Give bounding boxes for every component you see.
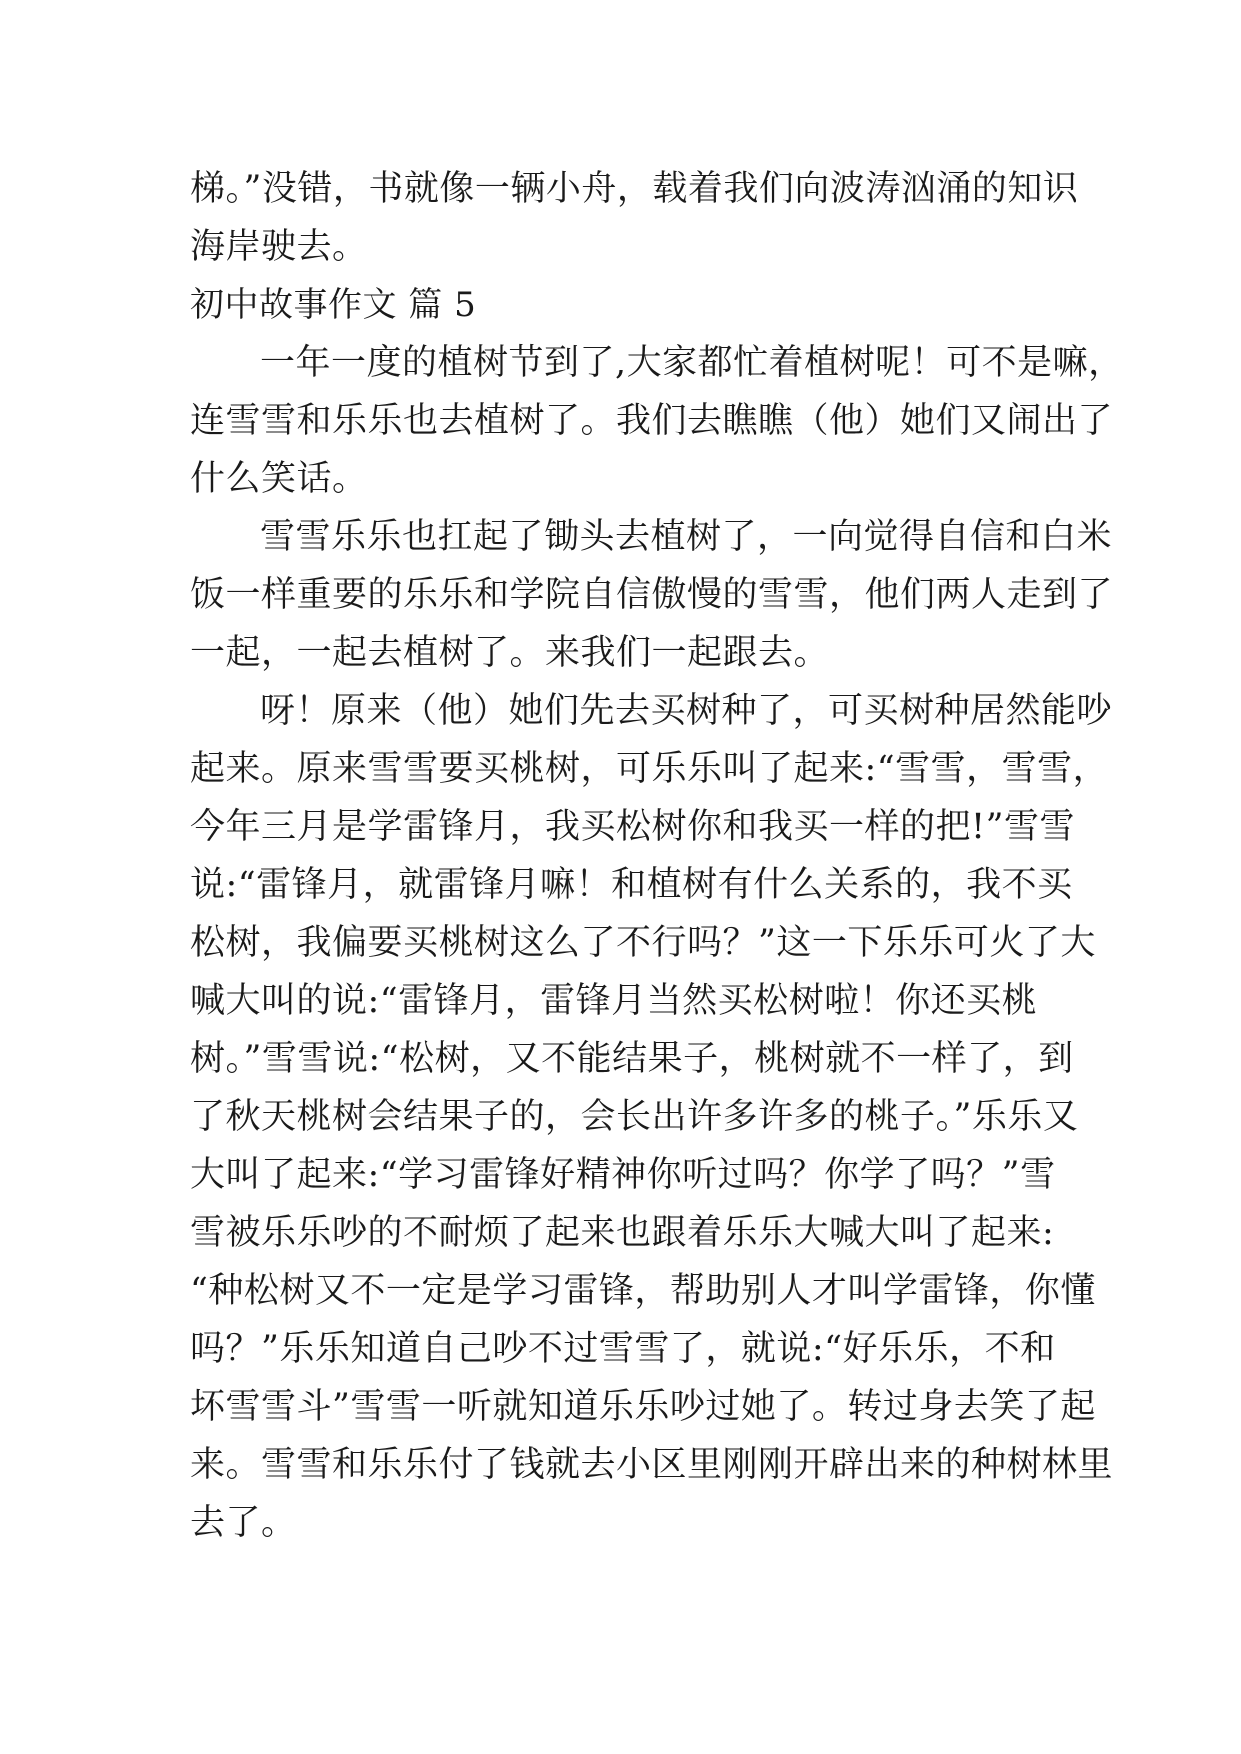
text-line: 喊大叫的说:“雷锋月，雷锋月当然买松树啦！你还买桃 <box>190 981 1038 1021</box>
text-line: 起来。原来雪雪要买桃树，可乐乐叫了起来:“雪雪，雪雪， <box>190 749 1109 789</box>
text-line: 一起，一起去植树了。来我们一起跟去。 <box>190 633 830 673</box>
text-line: 海岸驶去。 <box>190 227 368 267</box>
text-line: 饭一样重要的乐乐和学院自信傲慢的雪雪，他们两人走到了 <box>190 575 1114 615</box>
text-line: 吗？”乐乐知道自己吵不过雪雪了，就说:“好乐乐，不和 <box>190 1329 1056 1369</box>
text-line: 去了。 <box>190 1503 297 1543</box>
document-page <box>190 160 1124 1552</box>
text-line: 呀！原来（他）她们先去买树种了，可买树种居然能吵 <box>260 691 1113 731</box>
text-line: 来。雪雪和乐乐付了钱就去小区里刚刚开辟出来的种树林里 <box>190 1445 1114 1485</box>
text-line: 了秋天桃树会结果子的，会长出许多许多的桃子。”乐乐又 <box>190 1097 1079 1137</box>
text-line: 松树，我偏要买桃树这么了不行吗？”这一下乐乐可火了大 <box>190 923 1096 963</box>
text-line: 梯。”没错，书就像一辆小舟，载着我们向波涛汹涌的知识 <box>190 169 1079 209</box>
paragraph-1 <box>190 334 1124 508</box>
paragraph-3 <box>190 682 1114 1552</box>
text-line: 大叫了起来:“学习雷锋好精神你听过吗？你学了吗？”雪 <box>190 1155 1056 1195</box>
text-line: 连雪雪和乐乐也去植树了。我们去瞧瞧（他）她们又闹出了 <box>190 401 1114 441</box>
text-line: 说:“雷锋月，就雷锋月嘛！和植树有什么关系的，我不买 <box>190 865 1073 905</box>
paragraph-2 <box>190 508 1114 682</box>
text-line: 雪雪乐乐也扛起了锄头去植树了，一向觉得自信和白米 <box>260 517 1113 557</box>
text-line: 什么笑话。 <box>190 459 368 499</box>
text-line: 一年一度的植树节到了,大家都忙着植树呢！可不是嘛， <box>260 343 1124 383</box>
text-line: 雪被乐乐吵的不耐烦了起来也跟着乐乐大喊大叫了起来: <box>190 1213 1055 1253</box>
text-line: 今年三月是学雷锋月，我买松树你和我买一样的把!”雪雪 <box>190 807 1075 847</box>
text-line: “种松树又不一定是学习雷锋，帮助别人才叫学雷锋，你懂 <box>190 1271 1096 1311</box>
section-heading: 初中故事作文 篇 5 <box>190 285 477 325</box>
text-line: 树。”雪雪说:“松树，又不能结果子，桃树就不一样了，到 <box>190 1039 1074 1079</box>
text-line: 坏雪雪斗”雪雪一听就知道乐乐吵过她了。转过身去笑了起 <box>190 1387 1096 1427</box>
